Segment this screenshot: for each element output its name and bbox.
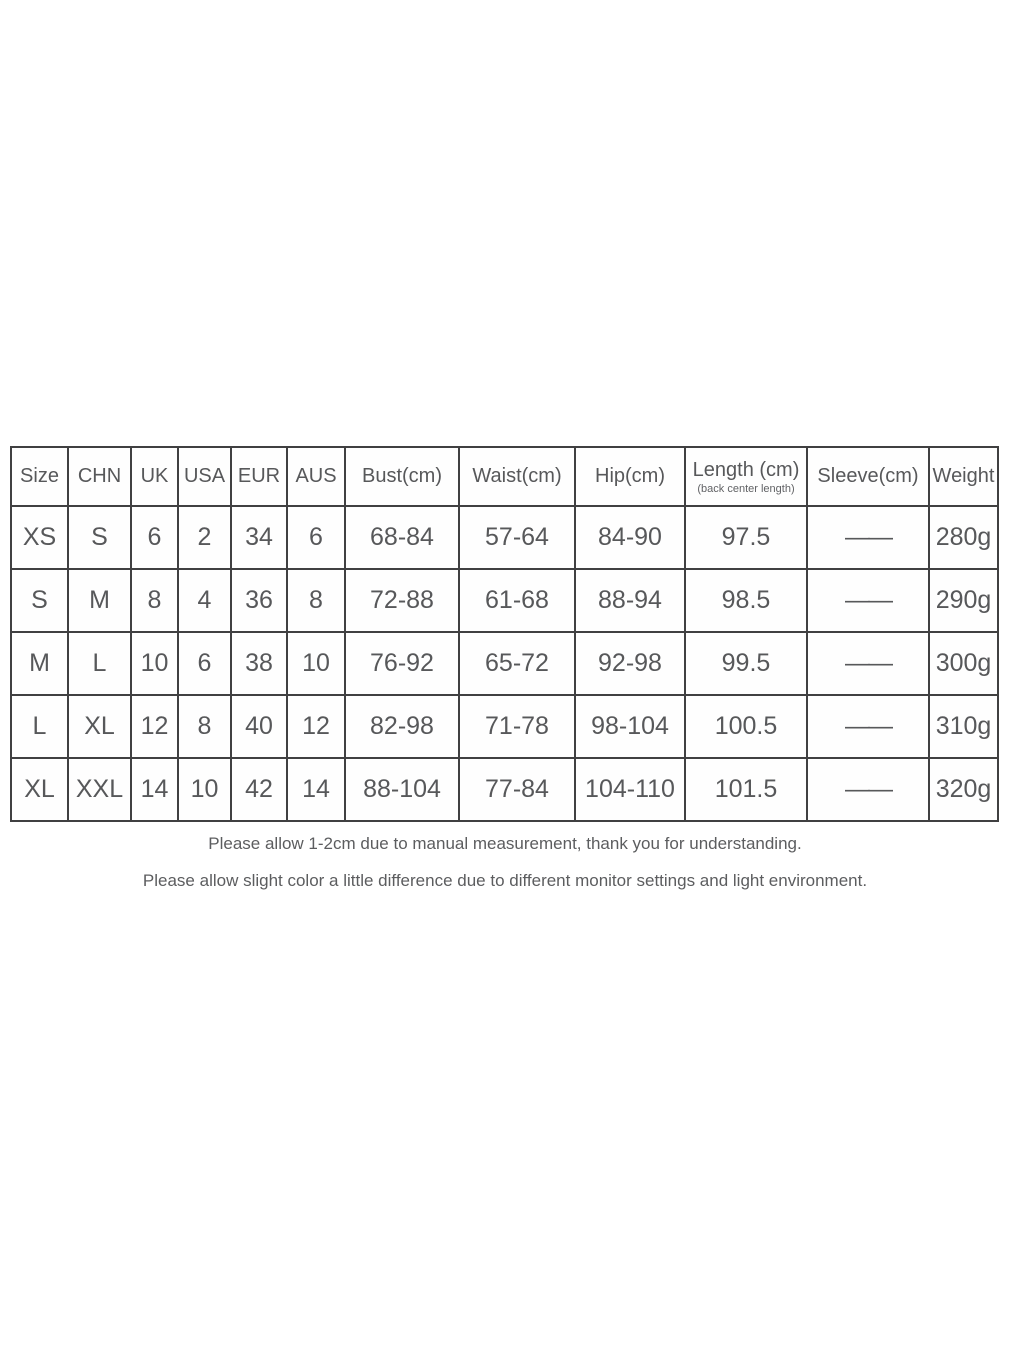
table-header-row — [11, 447, 998, 506]
table-row-m — [11, 632, 998, 695]
table-cell: 76-92 — [345, 632, 459, 695]
table-cell: L — [68, 632, 131, 695]
column-header-bust: Bust(cm) — [345, 447, 459, 506]
table-cell: 8 — [131, 569, 178, 632]
table-cell: 100.5 — [685, 695, 807, 758]
column-header-weight: Weight — [929, 447, 998, 506]
table-row-s — [11, 569, 998, 632]
table-row-xs — [11, 506, 998, 569]
column-header-uk: UK — [131, 447, 178, 506]
table-cell: 320g — [929, 758, 998, 821]
table-cell: 82-98 — [345, 695, 459, 758]
table-cell: 71-78 — [459, 695, 575, 758]
footer-notes — [0, 834, 1010, 908]
table-cell: 8 — [178, 695, 231, 758]
table-cell: 88-94 — [575, 569, 685, 632]
table-cell: 98.5 — [685, 569, 807, 632]
table-cell: 10 — [178, 758, 231, 821]
table-cell: 97.5 — [685, 506, 807, 569]
table-cell: 40 — [231, 695, 287, 758]
table-cell: 300g — [929, 632, 998, 695]
table-cell: 280g — [929, 506, 998, 569]
size-cell: M — [11, 632, 68, 695]
table-cell: 14 — [287, 758, 345, 821]
table-cell: 10 — [131, 632, 178, 695]
sleeve-dash-cell: —— — [807, 506, 929, 569]
table-cell: 12 — [287, 695, 345, 758]
size-cell: XL — [11, 758, 68, 821]
table-cell: 77-84 — [459, 758, 575, 821]
column-header-length-main: Length (cm) — [692, 458, 800, 481]
table-cell: S — [68, 506, 131, 569]
table-cell: 2 — [178, 506, 231, 569]
table-cell: XL — [68, 695, 131, 758]
sleeve-dash-cell: —— — [807, 569, 929, 632]
column-header-sleeve: Sleeve(cm) — [807, 447, 929, 506]
table-cell: 6 — [131, 506, 178, 569]
table-cell: 34 — [231, 506, 287, 569]
sleeve-dash-cell: —— — [807, 632, 929, 695]
table-cell: 84-90 — [575, 506, 685, 569]
table-cell: XXL — [68, 758, 131, 821]
table-cell: 88-104 — [345, 758, 459, 821]
table-cell: 10 — [287, 632, 345, 695]
size-cell: XS — [11, 506, 68, 569]
table-cell: 99.5 — [685, 632, 807, 695]
size-chart-table — [10, 446, 999, 822]
table-cell: 8 — [287, 569, 345, 632]
table-cell: 12 — [131, 695, 178, 758]
column-header-hip: Hip(cm) — [575, 447, 685, 506]
table-cell: 14 — [131, 758, 178, 821]
table-row-xl — [11, 758, 998, 821]
note-measurement-tolerance: Please allow 1-2cm due to manual measurement, thank you for understanding. — [208, 834, 802, 853]
table-cell: 57-64 — [459, 506, 575, 569]
table-cell: 101.5 — [685, 758, 807, 821]
table-cell: 68-84 — [345, 506, 459, 569]
table-row-l — [11, 695, 998, 758]
size-cell: L — [11, 695, 68, 758]
size-cell: S — [11, 569, 68, 632]
sleeve-dash-cell: —— — [807, 695, 929, 758]
note-color-difference: Please allow slight color a little difference due to different monitor settings and light environment. — [142, 871, 868, 890]
column-header-length — [685, 447, 807, 506]
column-header-waist: Waist(cm) — [459, 447, 575, 506]
column-header-length-sublabel: (back center length) — [697, 482, 795, 495]
column-header-usa: USA — [178, 447, 231, 506]
table-cell: 310g — [929, 695, 998, 758]
table-cell: 98-104 — [575, 695, 685, 758]
column-header-aus: AUS — [287, 447, 345, 506]
column-header-chn: CHN — [68, 447, 131, 506]
table-cell: 42 — [231, 758, 287, 821]
table-cell: M — [68, 569, 131, 632]
table-cell: 104-110 — [575, 758, 685, 821]
table-cell: 36 — [231, 569, 287, 632]
table-cell: 6 — [287, 506, 345, 569]
table-cell: 6 — [178, 632, 231, 695]
table-cell: 72-88 — [345, 569, 459, 632]
table-cell: 290g — [929, 569, 998, 632]
column-header-eur: EUR — [231, 447, 287, 506]
sleeve-dash-cell: —— — [807, 758, 929, 821]
table-cell: 38 — [231, 632, 287, 695]
table-cell: 4 — [178, 569, 231, 632]
table-cell: 65-72 — [459, 632, 575, 695]
table-cell: 92-98 — [575, 632, 685, 695]
column-header-size: Size — [11, 447, 68, 506]
table-cell: 61-68 — [459, 569, 575, 632]
